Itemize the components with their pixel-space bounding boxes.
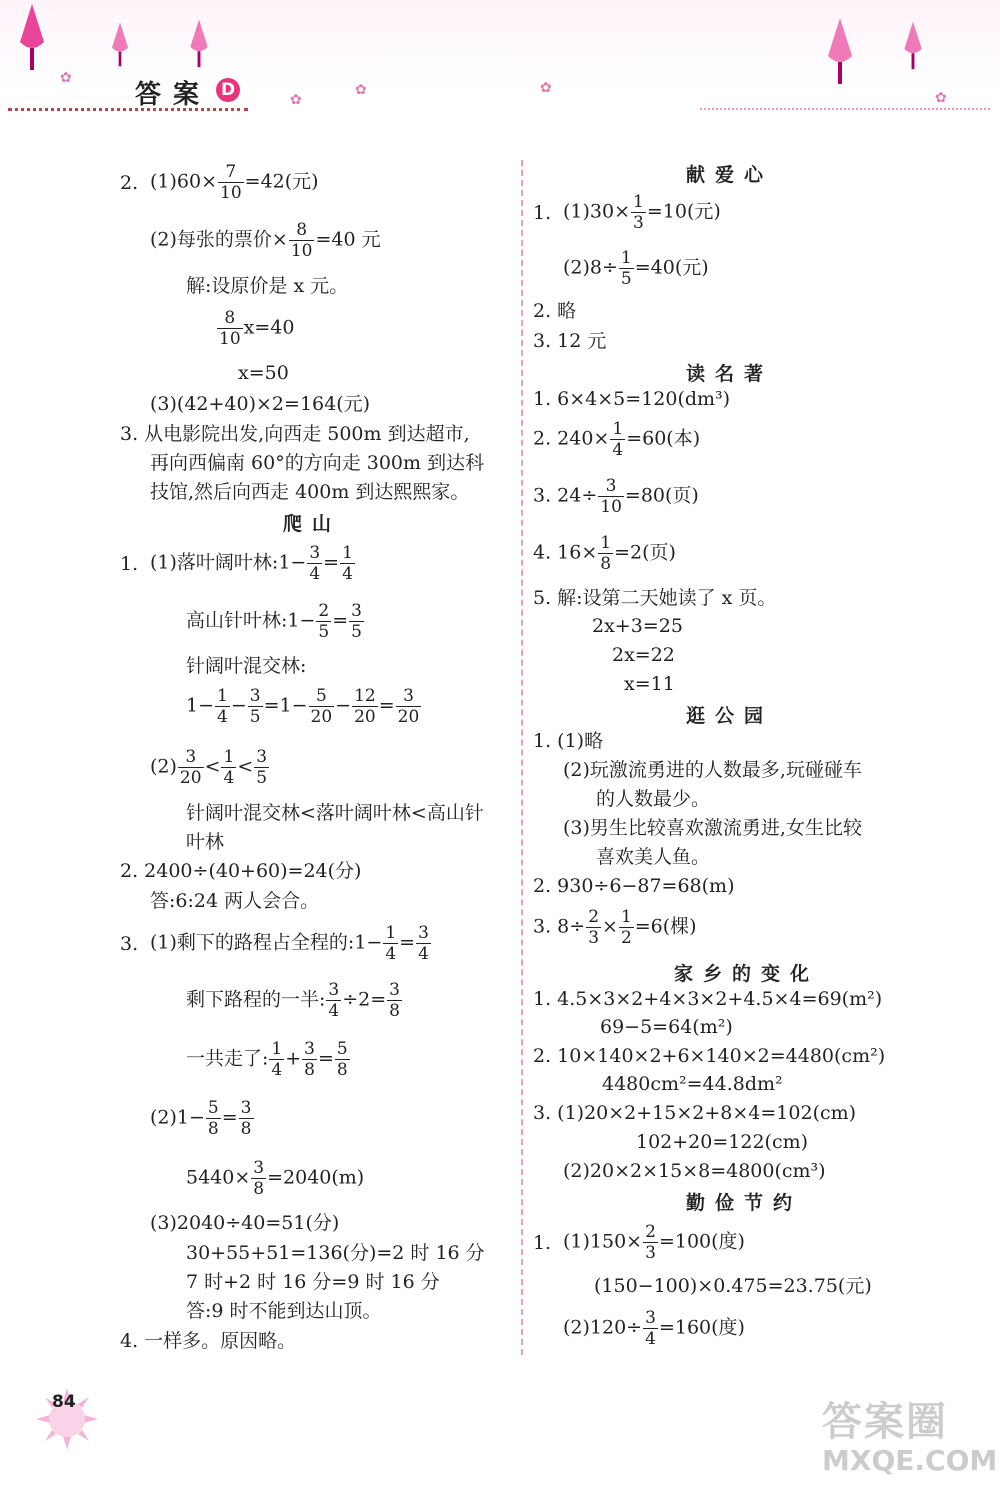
denominator: 5 [318, 622, 330, 642]
answer-line [120, 860, 361, 882]
pink-tree-icon [108, 20, 132, 70]
section-heading: 逛公园 [686, 705, 774, 727]
answer-line [563, 1160, 826, 1182]
header-dotted-line [700, 108, 990, 110]
text-run: 3. 8÷ [533, 915, 586, 938]
fraction [269, 1039, 284, 1080]
fraction [251, 1158, 266, 1199]
answer-line [186, 601, 365, 642]
denominator: 8 [389, 1001, 400, 1021]
answer-line [150, 1212, 339, 1234]
fraction [349, 601, 364, 642]
answer-line [533, 1045, 885, 1067]
denominator: 20 [397, 707, 420, 727]
answer-line [150, 162, 319, 203]
fraction [340, 543, 355, 584]
butterfly-icon: ✿ [60, 70, 72, 86]
answer-line [533, 1102, 856, 1124]
answer-line [186, 1039, 351, 1080]
answer-line [150, 543, 356, 584]
text-run: 剩下路程的一半: [186, 988, 326, 1011]
text-run: (3)(42+40)×2=164(元) [150, 393, 371, 415]
numerator: 3 [249, 686, 261, 706]
text-run: 2. 2400÷(40+60)=24(分) [120, 860, 362, 882]
answer-line [533, 730, 603, 752]
text-run: =80(页) [624, 484, 699, 507]
answer-line [120, 172, 138, 194]
text-run: (2)20×2×15×8=4800(cm³) [563, 1160, 826, 1182]
answer-line [120, 1330, 296, 1352]
numerator: 2 [645, 1222, 656, 1242]
text-run: 叶林 [186, 831, 225, 853]
text-run: (1)150× [563, 1230, 643, 1253]
numerator: 2 [588, 907, 600, 927]
text-run: 答:9 时不能到达山顶。 [186, 1300, 382, 1322]
butterfly-icon: ✿ [355, 82, 367, 98]
section-heading: 勤俭节约 [686, 1192, 803, 1214]
denominator: 20 [354, 707, 376, 727]
text-run: < [204, 755, 221, 778]
numerator: 8 [289, 220, 315, 241]
text-run: =10(元) [646, 200, 721, 223]
butterfly-icon: ✿ [290, 92, 302, 108]
fraction [309, 686, 335, 727]
text-run: 1− [186, 694, 215, 717]
section-heading: 献爱心 [686, 164, 774, 186]
answer-line [186, 275, 348, 297]
text-run: = [323, 551, 340, 574]
answer-line [533, 202, 551, 224]
text-run: = [332, 609, 349, 632]
watermark-url: MXQE.COM [822, 1444, 998, 1477]
text-run: × [602, 915, 618, 938]
text-run: =1− [263, 694, 308, 717]
numerator: 7 [218, 162, 244, 183]
answer-line [238, 362, 289, 384]
answer-line [533, 587, 776, 609]
numerator: 3 [328, 980, 340, 1000]
denominator: 10 [219, 329, 241, 349]
answer-line [563, 817, 862, 839]
denominator: 8 [304, 1060, 315, 1080]
denominator: 5 [256, 768, 268, 788]
numerator: 5 [336, 1039, 348, 1059]
denominator: 4 [645, 1329, 656, 1349]
text-run: (3)2040÷40=51(分) [150, 1212, 340, 1234]
text-run: 1. [533, 202, 552, 224]
numerator: 1 [217, 686, 228, 706]
denominator: 20 [179, 768, 202, 788]
answer-line [533, 419, 700, 460]
text-run: 2. 略 [533, 300, 577, 322]
fraction [631, 192, 646, 233]
answer-line [186, 655, 306, 677]
denominator: 8 [253, 1179, 265, 1199]
answer-line [563, 1222, 745, 1263]
text-run: =2(页) [614, 541, 676, 564]
fraction [352, 686, 378, 727]
text-run: 1. [533, 1232, 552, 1254]
text-run: 3. [120, 933, 139, 955]
numerator: 1 [271, 1039, 283, 1059]
denominator: 4 [217, 707, 228, 727]
text-run: 5440× [186, 1166, 251, 1189]
denominator: 8 [600, 554, 612, 574]
denominator: 8 [336, 1060, 348, 1080]
answer-line [533, 1232, 551, 1254]
text-run: 2x=22 [612, 644, 675, 666]
answer-line [186, 1271, 440, 1293]
answer-line [563, 248, 709, 289]
numerator: 3 [309, 543, 321, 563]
numerator: 5 [309, 686, 335, 707]
fraction [307, 543, 322, 584]
fraction [206, 1098, 221, 1139]
text-run: =100(度) [658, 1230, 745, 1253]
text-run: 再向西偏南 60°的方向走 300m 到达科 [150, 452, 485, 474]
text-run: + [285, 1047, 302, 1070]
fraction [215, 686, 230, 727]
answer-line [150, 220, 381, 261]
numerator: 1 [620, 907, 632, 927]
answer-line [533, 907, 697, 948]
pink-tree-icon [14, 2, 50, 74]
text-run: 一共走了: [186, 1047, 269, 1070]
answer-line [150, 923, 432, 964]
fraction [416, 923, 431, 964]
text-run: 4. 一样多。原因略。 [120, 1330, 297, 1352]
denominator: 10 [600, 497, 622, 517]
text-run: =40 元 [315, 228, 381, 251]
answer-line [594, 1275, 872, 1297]
denominator: 10 [220, 183, 242, 203]
text-run: 69−5=64(m²) [600, 1016, 733, 1038]
pink-tree-icon [900, 20, 926, 72]
answer-line [624, 673, 675, 695]
text-run: 针阔叶混交林: [186, 655, 307, 677]
text-run: 3. 从电影院出发,向西走 500m 到达超市, [120, 423, 470, 445]
answer-line [636, 1131, 808, 1153]
fraction [218, 162, 244, 203]
text-run: 4480cm²=44.8dm² [602, 1073, 783, 1095]
text-run: = [221, 1106, 238, 1129]
numerator: 3 [396, 686, 422, 707]
answer-line [563, 1308, 745, 1349]
answer-line [186, 802, 484, 824]
denominator: 5 [351, 622, 362, 642]
fraction [586, 907, 601, 948]
denominator: 4 [309, 564, 321, 584]
watermark-text: 答案圈 [822, 1399, 948, 1445]
denominator: 3 [645, 1243, 656, 1263]
answer-line [533, 330, 606, 352]
answer-line [120, 423, 470, 445]
denominator: 3 [633, 213, 644, 233]
denominator: 3 [588, 928, 600, 948]
text-run: 喜欢美人鱼。 [596, 846, 711, 868]
answer-line [150, 452, 484, 474]
fraction [643, 1222, 658, 1263]
fraction [326, 980, 341, 1021]
fraction [248, 686, 263, 727]
denominator: 4 [385, 944, 397, 964]
numerator: 3 [253, 1158, 265, 1178]
numerator: 8 [217, 308, 243, 329]
fraction [598, 533, 613, 574]
text-run: x=40 [243, 316, 295, 339]
denominator: 4 [612, 440, 624, 460]
text-run: (2)玩激流勇进的人数最多,玩碰碰车 [563, 759, 862, 781]
text-run: 2. [120, 172, 139, 194]
numerator: 3 [598, 476, 624, 497]
text-run: 解:设原价是 x 元。 [186, 275, 349, 297]
fraction [289, 220, 315, 261]
answer-line [612, 644, 675, 666]
fraction [619, 907, 634, 948]
fraction [302, 1039, 317, 1080]
fraction [619, 248, 634, 289]
answer-line [186, 1158, 364, 1199]
text-run: =60(本) [626, 427, 701, 450]
answer-line [150, 393, 370, 415]
answer-line [216, 308, 294, 349]
text-run: (2) [150, 755, 177, 778]
text-run: =160(度) [658, 1316, 745, 1339]
text-run: 1. (1)略 [533, 730, 604, 752]
answer-line [533, 300, 576, 322]
answer-line [186, 1300, 382, 1322]
fraction [610, 419, 625, 460]
page-number: 84 [52, 1392, 76, 1412]
text-run: x=50 [238, 362, 289, 384]
numerator: 1 [612, 419, 624, 439]
text-run: =6(棵) [634, 915, 697, 938]
fraction [316, 601, 331, 642]
denominator: 20 [310, 707, 333, 727]
numerator: 1 [620, 248, 632, 268]
numerator: 1 [633, 192, 644, 212]
numerator: 3 [418, 923, 429, 943]
answer-line [150, 1098, 255, 1139]
numerator: 1 [385, 923, 397, 943]
answer-line [186, 831, 224, 853]
pink-tree-icon [822, 16, 858, 88]
answer-line [150, 890, 319, 912]
text-run: = [317, 1047, 334, 1070]
denominator: 4 [223, 768, 235, 788]
header-dotted-line [8, 108, 248, 111]
answer-line [596, 846, 710, 868]
denominator: 2 [620, 928, 632, 948]
text-run: (3)男生比较喜欢激流勇进,女生比较 [563, 817, 862, 839]
section-heading: 家乡的变化 [674, 963, 820, 985]
answer-line [533, 875, 734, 897]
text-run: 技馆,然后向西走 400m 到达熙熙家。 [150, 481, 470, 503]
fraction [178, 747, 204, 788]
answer-line [596, 788, 710, 810]
numerator: 2 [318, 601, 330, 621]
text-run: − [335, 694, 352, 717]
fraction [598, 476, 624, 517]
answer-line [602, 1073, 783, 1095]
denominator: 8 [207, 1119, 219, 1139]
text-run: =42(元) [244, 170, 319, 193]
text-run: 7 时+2 时 16 分=9 时 16 分 [186, 1271, 440, 1293]
fraction [221, 747, 236, 788]
fraction [254, 747, 269, 788]
numerator: 3 [304, 1039, 315, 1059]
fraction [387, 980, 402, 1021]
answer-line [563, 192, 721, 233]
numerator: 3 [240, 1098, 252, 1118]
numerator: 5 [207, 1098, 219, 1118]
fraction [383, 923, 398, 964]
text-run: (1)剩下的路程占全程的:1− [150, 931, 383, 954]
numerator: 3 [256, 747, 268, 767]
text-run: 的人数最少。 [596, 788, 711, 810]
numerator: 3 [389, 980, 400, 1000]
fraction [396, 686, 422, 727]
text-run: 2. 930÷6−87=68(m) [533, 875, 735, 897]
numerator: 3 [645, 1308, 656, 1328]
denominator: 4 [418, 944, 429, 964]
text-run: =2040(m) [267, 1166, 365, 1189]
text-run: 1. 4.5×3×2+4×3×2+4.5×4=69(m²) [533, 988, 883, 1010]
butterfly-icon: ✿ [935, 90, 947, 106]
text-run: 3. (1)20×2+15×2+8×4=102(cm) [533, 1102, 857, 1124]
page-title: 答案 [135, 80, 212, 110]
numerator: 1 [600, 533, 612, 553]
pink-tree-icon [186, 18, 212, 70]
answer-line [150, 747, 270, 788]
fraction [239, 1098, 254, 1139]
text-run: = [378, 694, 395, 717]
text-run: 30+55+51=136(分)=2 时 16 分 [186, 1242, 485, 1264]
text-run: ÷2= [342, 988, 387, 1011]
text-run: (2)1− [150, 1106, 205, 1129]
text-run: (2)每张的票价× [150, 228, 288, 251]
answer-line [186, 980, 403, 1021]
numerator: 1 [223, 747, 235, 767]
text-run: 1. 6×4×5=120(dm³) [533, 388, 731, 410]
answer-line [592, 615, 683, 637]
answer-line [533, 988, 882, 1010]
answer-line [533, 388, 730, 410]
text-run: 3. 12 元 [533, 330, 607, 352]
text-run: (2)8÷ [563, 256, 618, 279]
answer-line [120, 553, 138, 575]
numerator: 3 [351, 601, 362, 621]
fraction [217, 308, 243, 349]
text-run: 答:6:24 两人会合。 [150, 890, 320, 912]
text-run: 2x+3=25 [592, 615, 683, 637]
text-run: 针阔叶混交林<落叶阔叶林<高山针 [186, 802, 484, 824]
text-run: (1)60× [150, 170, 218, 193]
text-run: =40(元) [634, 256, 709, 279]
text-run: (1)30× [563, 200, 631, 223]
answer-line [600, 1016, 733, 1038]
text-run: 2. 10×140×2+6×140×2=4480(cm²) [533, 1045, 886, 1067]
numerator: 1 [342, 543, 353, 563]
text-run: 4. 16× [533, 541, 598, 564]
denominator: 8 [240, 1119, 252, 1139]
answer-line [150, 481, 469, 503]
denominator: 4 [328, 1001, 340, 1021]
numerator: 12 [354, 686, 376, 706]
text-run: 3. 24÷ [533, 484, 598, 507]
text-run: = [399, 931, 416, 954]
denominator: 5 [620, 269, 632, 289]
denominator: 5 [249, 707, 261, 727]
text-run: 高山针叶林:1− [186, 609, 316, 632]
text-run: (150−100)×0.475=23.75(元) [594, 1275, 872, 1297]
text-run: 5. 解:设第二天她读了 x 页。 [533, 587, 777, 609]
denominator: 10 [290, 241, 313, 261]
fraction [335, 1039, 350, 1080]
answer-line [533, 533, 676, 574]
answer-line [120, 933, 138, 955]
denominator: 4 [342, 564, 353, 584]
text-run: 102+20=122(cm) [636, 1131, 809, 1153]
page-header [0, 0, 1000, 125]
section-heading: 爬山 [283, 513, 342, 535]
answer-line [186, 686, 422, 727]
text-run: − [230, 694, 247, 717]
column-divider [521, 160, 523, 1355]
numerator: 3 [178, 747, 204, 768]
text-run: (2)120÷ [563, 1316, 643, 1339]
text-run: 1. [120, 553, 139, 575]
section-heading: 读名著 [686, 363, 774, 385]
answer-line [533, 476, 699, 517]
text-run: 2. 240× [533, 427, 610, 450]
answer-line [563, 759, 862, 781]
butterfly-icon: ✿ [540, 80, 552, 96]
text-run: < [237, 755, 254, 778]
text-run: (1)落叶阔叶林:1− [150, 551, 307, 574]
answer-line [186, 1242, 485, 1264]
denominator: 4 [271, 1060, 283, 1080]
title-badge: D [216, 78, 240, 102]
text-run: x=11 [624, 673, 675, 695]
fraction [643, 1308, 658, 1349]
